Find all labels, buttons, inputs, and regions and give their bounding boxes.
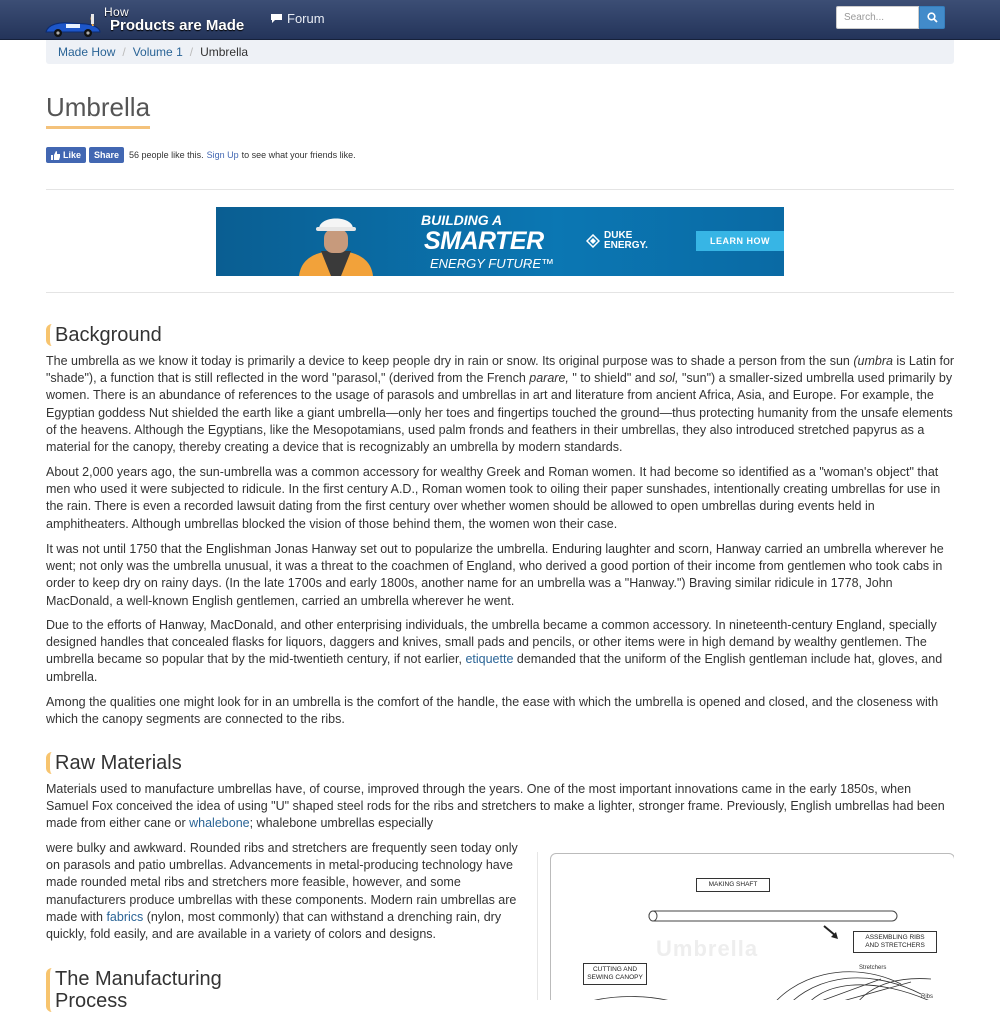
fb-like-count: 56 people like this. [129, 150, 204, 160]
breadcrumb-separator: / [122, 45, 126, 59]
fb-like-button[interactable] [46, 147, 86, 163]
fb-like-label: Like [63, 150, 82, 160]
raw-materials-paragraph-2 [46, 840, 521, 943]
breadcrumb-current: Umbrella [200, 45, 249, 59]
figure-watermark: Umbrella [656, 936, 759, 961]
breadcrumb-separator: / [189, 45, 194, 59]
background-paragraph-3: It was not until 1750 that the Englishman Jonas Hanway set out to popularize the umbrella. Enduring laughter and scorn, Hanway carried an umbrella wherever he went; not only was the umbrella unusual, it was a threat to the coachmen of England, who derived a good portion of their income from gentlemen who took cabs in order to keep dry on rainy days. (In the late 1700s and early 1800s, another name for an umbrella was a "Hanway.") Braving similar ridicule in 1778, John MacDonald, a well-known English gentlemen, carried an umbrella wherever he went. [46, 542, 944, 608]
search-button[interactable] [919, 6, 945, 29]
nav-forum-link[interactable] [270, 11, 325, 26]
figure-label-stretchers: Stretchers [859, 965, 887, 971]
ad-brand-logo [586, 231, 648, 251]
search-icon [927, 12, 938, 23]
fb-share-label: Share [94, 150, 120, 160]
figure-frame[interactable] [550, 853, 954, 1000]
fb-suffix-text: to see what your friends like. [241, 150, 356, 160]
text-run-italic: sol, [659, 371, 679, 386]
manufacturing-figure [537, 852, 954, 1000]
fabrics-link[interactable]: fabrics [106, 909, 144, 924]
text-run: "sun") a smaller-sized umbrella used primarily by women. There is an abundance of references to the usage of parasols and umbrellas in art and literature from ancient Africa, Asia, and Europe. For example, the Egyptian goddess Nut shielded the earth like a giant umbrella—only her toes and fingertips touched the ground—thus protecting humanity from the unsafe elements of the heavens. Although the Egyptians, like the Mesopotamians, used palm fronds and feathers in their umbrellas, they also introduced stretched papyrus as a material for the canopy, thereby creating a device that is recognizably an umbrella by modern standards. [46, 371, 953, 455]
etiquette-link[interactable]: etiquette [465, 652, 514, 667]
fb-share-button[interactable] [89, 147, 124, 163]
advertisement-banner[interactable] [216, 207, 784, 276]
figure-label-line: CUTTING AND [592, 966, 638, 973]
text-run: (nylon, most commonly) that can withstand a drenching rain, dry quickly, fold easily, and are available in a variety of colors and designs. [46, 909, 502, 942]
page-title: Umbrella [46, 92, 150, 129]
section-heading-raw-materials: Raw Materials [46, 752, 182, 774]
section-heading-manufacturing-process: The Manufacturing Process [46, 968, 256, 1012]
facebook-social-bar [46, 147, 356, 163]
whalebone-link[interactable]: whalebone [189, 816, 250, 831]
fb-signup-link[interactable]: Sign Up [206, 150, 239, 160]
breadcrumb-made-how[interactable]: Made How [58, 45, 116, 59]
text-run: Due to the efforts of Hanway, MacDonald, and other enterprising individuals, the umbrella became a common accessory. In nineteenth-century England, specially designed handles that concealed flasks for liquors, daggers and knives, small pads and pencils, or other items were in high demand by wealthy gentlemen. The umbrella became so popular that by the mid-twentieth century, if not earlier, [46, 618, 937, 667]
duke-energy-logo-icon [586, 234, 600, 248]
text-run: demanded that the uniform of the English gentleman include hat, gloves, and umbrella. [46, 652, 943, 684]
text-run: were bulky and awkward. Rounded ribs and stretchers are frequently seen today only on parasols and patio umbrellas. Advancements in metal-producing technology have made rounded metal ribs and stretchers more feasible, however, and some manufacturers produce umbrellas with these components. Modern rain umbrellas are made with [46, 841, 518, 924]
text-run: ; whalebone umbrellas especially [249, 816, 434, 831]
worker-illustration-icon [291, 207, 381, 276]
background-paragraph-2: About 2,000 years ago, the sun-umbrella was a common accessory for wealthy Greek and Roman women. It had become so identified as a "woman's object" that men who used it were subjected to ridicule. In the first century A.D., Roman women took to oiling their paper sunshades, intentionally creating umbrellas for use in the rain. There is even a recorded lawsuit dating from the first century over whether women should be allowed to open umbrellas during events held in amphitheaters. Although umbrellas blocked the vision of those behind them, the women won their case. [46, 465, 941, 531]
figure-label-making-shaft: MAKING SHAFT [696, 878, 770, 892]
search-input[interactable] [836, 6, 919, 29]
divider [46, 292, 954, 293]
figure-label-ribs: Ribs [921, 994, 934, 1000]
site-logo[interactable] [42, 2, 245, 40]
section-heading-background: Background [46, 324, 162, 346]
figure-label-assembling [853, 931, 937, 953]
ad-headline-1: BUILDING A [421, 212, 503, 228]
text-run: is Latin for "shade"), a function that is still reflected in the word "parasol," (derived from the French [46, 354, 955, 386]
figure-label-line: ASSEMBLING RIBS [865, 934, 925, 941]
background-paragraph-4 [46, 617, 954, 686]
nav-forum-label: Forum [287, 11, 325, 26]
ad-headline-2: SMARTER [424, 227, 544, 255]
ad-brand-line-1: DUKE [604, 230, 633, 241]
text-run-italic: (umbra [853, 354, 893, 368]
raw-materials-paragraph-1 [46, 781, 954, 833]
figure-label-cutting [583, 963, 647, 985]
figure-label-line: SEWING CANOPY [587, 974, 643, 981]
thumbs-up-icon [51, 151, 60, 160]
logo-line-1: How [104, 5, 129, 19]
text-run-italic: parare, [529, 371, 569, 386]
background-paragraph-1 [46, 353, 956, 456]
comment-icon [270, 13, 283, 24]
background-paragraph-5: Among the qualities one might look for in an umbrella is the comfort of the handle, the ease with which the umbrella is opened and closed, and the closeness with which the canopy segments are connected to the ribs. [46, 695, 939, 727]
breadcrumb-volume-1[interactable]: Volume 1 [132, 45, 183, 59]
divider [46, 189, 954, 190]
ad-learn-how-button[interactable]: LEARN HOW [696, 231, 784, 251]
logo-line-2: Products are Made [110, 17, 245, 34]
breadcrumb [46, 40, 954, 64]
top-navbar [0, 0, 1000, 40]
text-run: The umbrella as we know it today is primarily a device to keep people dry in rain or snow. Its original purpose was to shade a person from the sun [46, 354, 854, 368]
ad-headline-3: ENERGY FUTURE™ [430, 256, 554, 271]
text-run: Materials used to manufacture umbrellas have, of course, improved through the years. One of the most important innovations came in the early 1850s, when Samuel Fox conceived the idea of using "U" shaped steel rods for the ribs and stretchers to make a lighter, stronger frame. Previously, English umbrellas had been made from either cane or [46, 782, 945, 831]
text-run: " to shield" and [568, 371, 660, 386]
ad-brand-line-2: ENERGY. [604, 240, 648, 251]
figure-label-line: AND STRETCHERS [865, 942, 925, 949]
race-car-icon [42, 14, 104, 38]
